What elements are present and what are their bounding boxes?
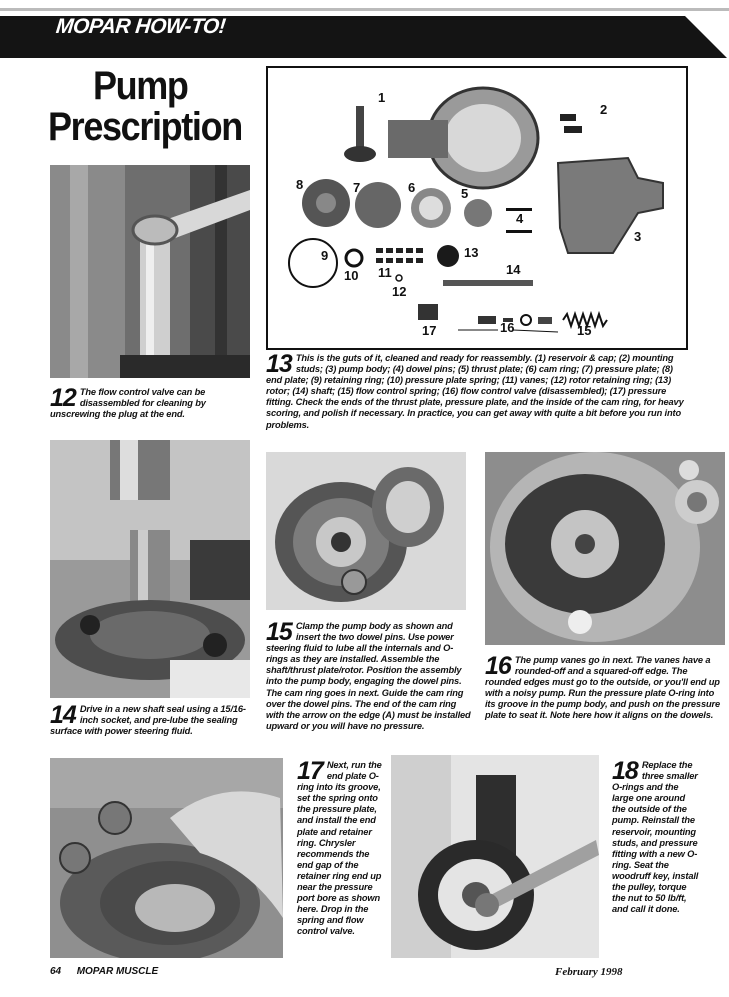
step-number: 14 — [50, 701, 76, 729]
step-number: 15 — [266, 618, 292, 646]
photo-flow-control-valve — [50, 165, 250, 378]
callout-14: 14 — [506, 262, 521, 277]
callout-17: 17 — [422, 323, 437, 338]
step-number: 16 — [485, 652, 511, 680]
callout-12: 12 — [392, 284, 407, 299]
callout-15: 15 — [577, 323, 592, 338]
caption-step-12 — [50, 384, 255, 420]
callout-16: 16 — [500, 320, 515, 335]
step-text: Replace the three smaller O-rings and the large one around the outside of the pump. Reinstall the reservoir, mounting studs, and pressure fitting with a new O-ring. Seat the woodruff key, install the pulley, torque the nut to 50 lb/ft, and call it done. — [612, 760, 699, 915]
page-footer-left — [50, 966, 158, 977]
callout-4: 4 — [516, 211, 524, 226]
step-text: Next, run the end plate O-ring into its groove, set the spring onto the pressure plate, and install the end plate and retainer ring. Chrysler recommends the end gap of the retainer ring end up near the pressure port bore as shown here. Drop in the spring and flow control valve. — [297, 760, 382, 937]
callout-9: 9 — [321, 248, 329, 263]
caption-step-17 — [297, 757, 382, 938]
callout-5: 5 — [461, 186, 469, 201]
article-title — [48, 64, 242, 149]
issue-date: February 1998 — [555, 966, 623, 978]
photo-pump-vanes — [485, 452, 725, 645]
caption-step-15 — [266, 618, 471, 732]
step-text: Drive in a new shaft seal using a 15/16-inch socket, and pre-lube the sealing surface with power steering fluid. — [50, 704, 246, 737]
callout-3: 3 — [634, 229, 642, 244]
step-number: 13 — [266, 350, 292, 378]
caption-step-13 — [266, 350, 686, 431]
title-line-2: Prescription — [48, 105, 242, 149]
step-number: 17 — [297, 757, 323, 785]
magazine-name: MOPAR MUSCLE — [76, 966, 159, 977]
step-text: The flow control valve can be disassembled for cleaning by unscrewing the plug at the end. — [50, 387, 206, 420]
photo-pulley-torque — [391, 755, 599, 958]
step-number: 12 — [50, 384, 76, 412]
exploded-parts-diagram — [266, 66, 688, 350]
page-number: 64 — [50, 966, 62, 977]
step-text: Clamp the pump body as shown and insert the two dowel pins. Use power steering fluid to lube all the internals and O-rings as they are installed. Assemble the shaft/thrust plate/rotor. Position the assembly into the pump body, engaging the dowel pins. The cam ring goes in next. Guide the cam ring over the dowel pins. The end of the cam ring with the arrow on the edge (A) must be installed upward or you will have no pressure. — [266, 621, 471, 731]
photo-shaft-seal — [50, 440, 250, 698]
callout-10: 10 — [344, 268, 359, 283]
callout-1: 1 — [378, 90, 386, 105]
step-number: 18 — [612, 757, 638, 785]
photo-cam-ring-assembly — [266, 452, 466, 610]
callout-2: 2 — [600, 102, 608, 117]
section-label: MOPAR HOW-TO! — [54, 15, 227, 38]
caption-step-14 — [50, 701, 255, 737]
callout-13: 13 — [464, 245, 479, 260]
callout-11: 11 — [378, 265, 392, 280]
photo-end-plate-install — [50, 758, 283, 958]
title-line-1: Pump — [92, 64, 188, 108]
callout-8: 8 — [296, 177, 304, 192]
callout-7: 7 — [353, 180, 361, 195]
caption-step-16 — [485, 652, 725, 722]
step-text: The pump vanes go in next. The vanes have a rounded-off and a squared-off edge. The rounded edges must go to the outside, or you'll end up with a noisy pump. Run the pressure plate O-ring into its groove in the pump body, and push on the pressure plate to seat it. Note here how it aligns on the dowels. — [485, 655, 720, 721]
caption-step-18 — [612, 757, 700, 915]
callout-6: 6 — [408, 180, 416, 195]
step-text: This is the guts of it, cleaned and ready for reassembly. (1) reservoir & cap; (2) mounting studs; (3) pump body; (4) dowel pins; (5) thrust plate; (6) cam ring; (7) pressure plate; (8) end plate; (9) retaining ring; (10) pressure plate spring; (11) vanes; (12) rotor retaining ring; (13) rotor; (14) shaft; (15) flow control spring; (16) flow control valve (disassembled); (17) pressure fitting. Check the ends of the thrust plate, pressure plate, and the inside of the cam ring, for heavy scoring, and polish if necessary. In practice, you can get away with quite a bit before you run into problems. — [266, 353, 684, 430]
